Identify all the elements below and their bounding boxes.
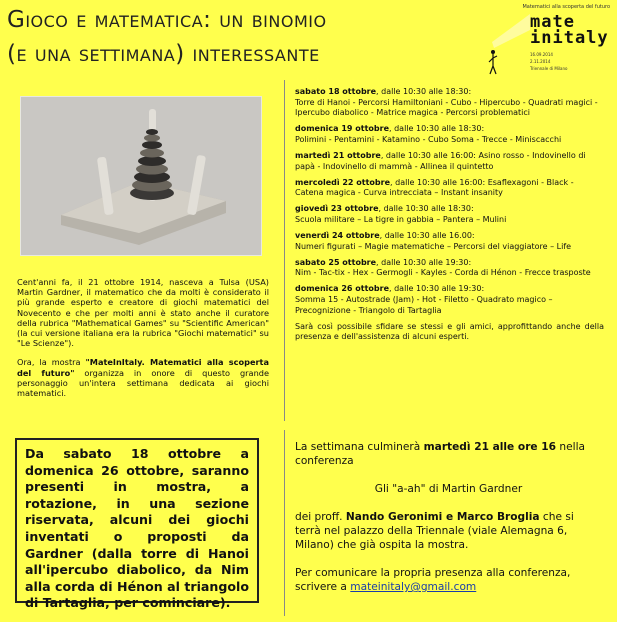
schedule-day bbox=[295, 178, 604, 199]
conference-speakers bbox=[295, 510, 602, 552]
schedule-note: Sarà così possibile sfidare se stessi e gli amici, approfittando anche della presenza e dell'assistenza di alcuni esperti. bbox=[295, 321, 604, 342]
schedule-day bbox=[295, 87, 604, 119]
conference-contact bbox=[295, 566, 602, 594]
day-time: , dalle 10:30 alle 18:30: bbox=[378, 204, 474, 214]
intro-paragraph-1: Cent'anni fa, il 21 ottobre 1914, nasceva a Tulsa (USA) Martin Gardner, il matematico che da molti è considerato il più grande esperto e creatore di giochi matematici del Novecento e che per molti anni è stato anche il curatore della rubrica "Mathematical Games" su "Scientific American" (la cui versione italiana era la rubrica "Giochi matematici" su "Le Scienze"). bbox=[17, 277, 269, 349]
logo-date-2: 2.11.2014 bbox=[530, 59, 551, 64]
day-games: Scuola militare – La tigre in gabbia – Pantera – Mulini bbox=[295, 214, 507, 224]
tower-of-hanoi-photo bbox=[20, 96, 262, 256]
left-column bbox=[5, 86, 279, 432]
schedule-day bbox=[295, 124, 604, 145]
day-time: , dalle 10:30 alle 18:30: bbox=[389, 124, 485, 134]
day-time: , dalle 10:30 alle 18:30: bbox=[376, 87, 472, 96]
logo-date-1: 16.09.2014 bbox=[530, 52, 553, 57]
conference-datetime: martedì 21 alle ore 16 bbox=[423, 441, 557, 453]
logo-tagline: Matematici alla scoperta del futuro bbox=[522, 4, 610, 10]
contact-text: Per comunicare la propria presenza alla conferenza, scrivere a bbox=[295, 567, 571, 593]
day-games: Somma 15 - Autostrade (Jam) - Hot - Filetto - Quadrato magico – Precognizione - Triangolo di Tartaglia bbox=[295, 295, 553, 315]
day-date: sabato 25 ottobre bbox=[295, 257, 377, 267]
day-time: , dalle 10:30 alle 19:30: bbox=[376, 257, 472, 267]
schedule-day bbox=[295, 204, 604, 225]
day-time: , dalle 10:30 alle 16.00: bbox=[379, 231, 475, 241]
header bbox=[0, 0, 617, 80]
day-date: giovedì 23 ottobre bbox=[295, 204, 379, 214]
day-date: martedì 21 ottobre bbox=[295, 150, 381, 160]
day-date: sabato 18 ottobre bbox=[295, 87, 377, 96]
logo-wordmark bbox=[530, 14, 609, 46]
conf-p1-pre: La settimana culminerà bbox=[295, 441, 424, 453]
conf-p3-post: che si terrà nel palazzo della Triennale (viale Alemagna 6, Milano) che già ospita la mostra. bbox=[295, 511, 574, 551]
logo-wordmark-bottom: initaly bbox=[530, 28, 609, 48]
speaker-names: Nando Geronimi e Marco Broglia bbox=[345, 511, 540, 523]
conf-p3-pre: dei proff. bbox=[295, 511, 346, 523]
title-line-1: Gioco e matematica: un binomio bbox=[7, 7, 327, 33]
mateinitaly-logo bbox=[486, 2, 614, 78]
schedule-day bbox=[295, 258, 604, 279]
day-games: papà - Indovinello di mammà - Allinea il quintetto bbox=[295, 161, 494, 171]
schedule-column bbox=[284, 80, 610, 421]
intro-text bbox=[17, 277, 269, 407]
day-date: venerdì 24 ottobre bbox=[295, 231, 380, 241]
day-time: , dalle 10:30 alle 16:00: Asino rosso - Indovinello di bbox=[380, 150, 586, 160]
day-games: Catena magica - Curva intrecciata – Instant insanity bbox=[295, 188, 503, 198]
conf-p1-post: nella conferenza bbox=[295, 441, 586, 467]
conference-intro bbox=[295, 440, 602, 468]
day-date: mercoledì 22 ottobre bbox=[295, 177, 391, 187]
intro-paragraph-2 bbox=[17, 357, 269, 398]
schedule-day bbox=[295, 284, 604, 316]
intro-p2-post: organizza in onore di questo grande personaggio un'intera settimana dedicata ai giochi matematici. bbox=[17, 367, 269, 399]
day-time: , dalle 10:30 alle 16:00: Esaflexagoni - Black - bbox=[390, 177, 574, 187]
day-games: Torre di Hanoi - Percorsi Hamiltoniani - Cubo - Hipercubo - Quadrati magici - Ipercubo diabolico - Matrice magica - Percorsi problematici bbox=[295, 97, 598, 118]
email-link[interactable]: mateinitaly@gmail.com bbox=[350, 581, 477, 593]
conference-box bbox=[284, 430, 610, 616]
day-time: , dalle 10:30 alle 19:30: bbox=[389, 284, 485, 294]
day-games: Numeri figurati – Magie matematiche – Percorsi del viaggiatore – Life bbox=[295, 241, 572, 251]
schedule-day bbox=[295, 231, 604, 252]
logo-date-3: Triennale di Milano bbox=[530, 66, 568, 71]
title-line-2: (e una settimana) interessante bbox=[7, 41, 320, 67]
day-games: Nim - Tac-tix - Hex - Germogli - Kayles - Corda di Hénon - Frecce trasposte bbox=[295, 268, 591, 278]
schedule-day bbox=[295, 151, 604, 172]
day-date: domenica 19 ottobre bbox=[295, 124, 390, 134]
tower-of-hanoi-image bbox=[21, 97, 261, 255]
exhibition-name: "MateInItaly. Matematici alla scoperta del futuro" bbox=[17, 357, 269, 378]
day-games: Polimini - Pentamini - Katamino - Cubo Soma - Trecce - Miniscacchi bbox=[295, 134, 562, 144]
page-title bbox=[7, 3, 327, 71]
megaphone-figure-icon bbox=[486, 12, 530, 78]
logo-wordmark-top: mate bbox=[530, 12, 575, 32]
conference-title: Gli "a-ah" di Martin Gardner bbox=[374, 483, 523, 495]
day-date: domenica 26 ottobre bbox=[295, 284, 390, 294]
highlight-box: Da sabato 18 ottobre a domenica 26 ottobre, saranno presenti in mostra, a rotazione, in una sezione riservata, alcuni dei giochi inventati o proposti da Gardner (dalla torre di Hanoi all'ipercubo diabolico, da Nim alla corda di Hénon al triangolo di Tartaglia, per cominciare). bbox=[15, 438, 259, 603]
intro-p2-pre: Ora, la mostra bbox=[17, 357, 86, 368]
